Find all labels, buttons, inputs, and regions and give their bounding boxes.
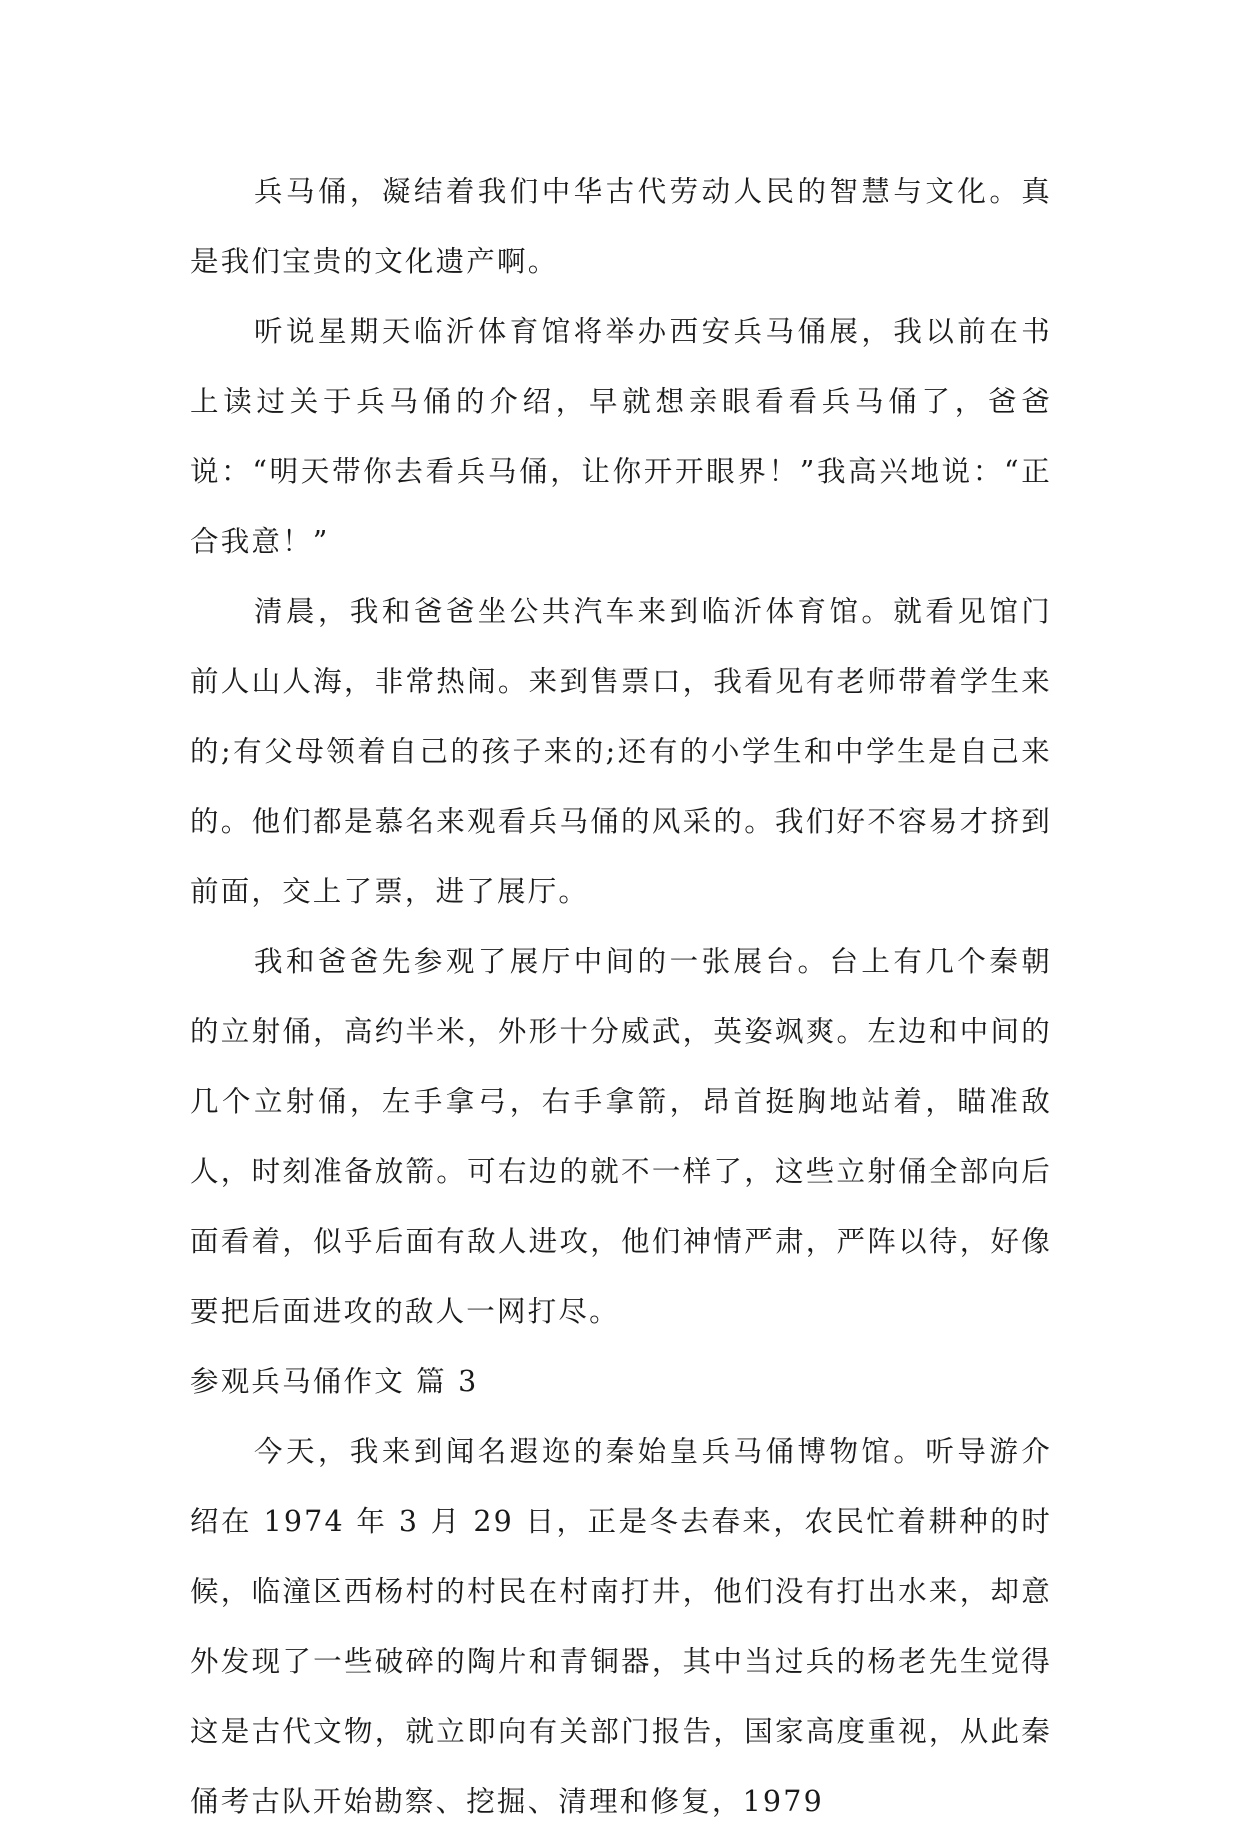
paragraph: 听说星期天临沂体育馆将举办西安兵马俑展，我以前在书上读过关于兵马俑的介绍，早就想亲眼看看兵马俑了，爸爸说：“明天带你去看兵马俑，让你开开眼界！”我高兴地说：“正合我意！” — [190, 315, 1052, 558]
paragraph: 今天，我来到闻名遐迩的秦始皇兵马俑博物馆。听导游介绍在 1974 年 3 月 29 日，正是冬去春来，农民忙着耕种的时候，临潼区西杨村的村民在村南打井，他们没有打出水来，却意外发现了一些破碎的陶片和青铜器，其中当过兵的杨老先生觉得这是古代文物，就立即向有关部门报告，国家高度重视，从此秦俑考古队开始勘察、挖掘、清理和修复，1979 — [190, 1435, 1052, 1818]
paragraph: 清晨，我和爸爸坐公共汽车来到临沂体育馆。就看见馆门前人山人海，非常热闹。来到售票口，我看见有老师带着学生来的;有父母领着自己的孩子来的;还有的小学生和中学生是自己来的。他们都是慕名来观看兵马俑的风采的。我们好不容易才挤到前面，交上了票，进了展厅。 — [190, 595, 1052, 908]
section-heading: 参观兵马俑作文 篇 3 — [190, 1365, 479, 1398]
paragraph: 我和爸爸先参观了展厅中间的一张展台。台上有几个秦朝的立射俑，高约半米，外形十分威武，英姿飒爽。左边和中间的几个立射俑，左手拿弓，右手拿箭，昂首挺胸地站着，瞄准敌人，时刻准备放箭。可右边的就不一样了，这些立射俑全部向后面看着，似乎后面有敌人进攻，他们神情严肃，严阵以待，好像要把后面进攻的敌人一网打尽。 — [190, 945, 1052, 1328]
document-body — [190, 157, 1052, 1837]
paragraph: 兵马俑，凝结着我们中华古代劳动人民的智慧与文化。真是我们宝贵的文化遗产啊。 — [190, 175, 1052, 278]
